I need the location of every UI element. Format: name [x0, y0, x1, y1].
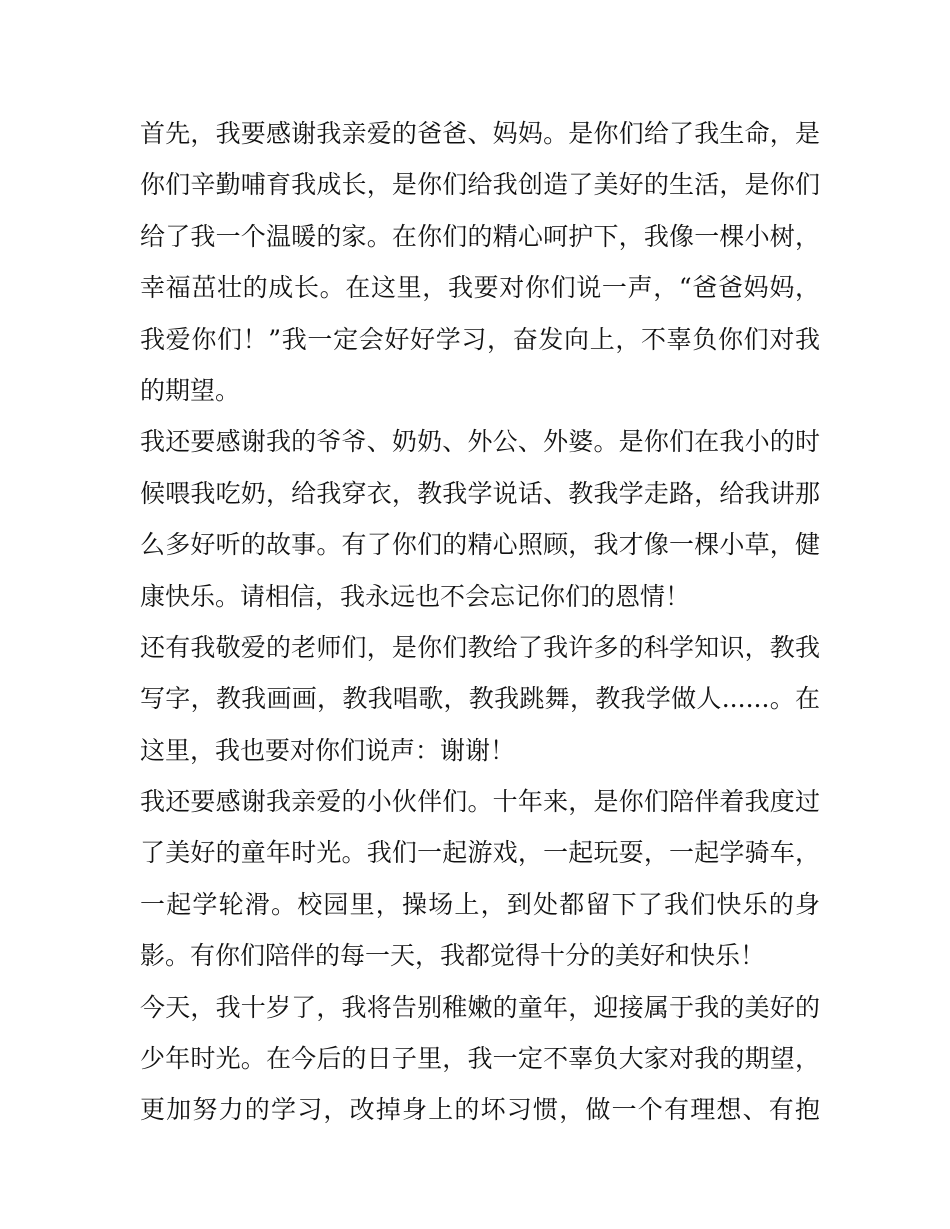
paragraph-1	[140, 108, 820, 416]
text-line: 影。有你们陪伴的每一天，我都觉得十分的美好和快乐！	[140, 941, 766, 971]
paragraph-5	[140, 982, 820, 1136]
text-line: 我还要感谢我的爷爷、奶奶、外公、外婆。是你们在我小的时	[140, 427, 820, 457]
paragraph-2	[140, 416, 820, 622]
text-line: 首先，我要感谢我亲爱的爸爸、妈妈。是你们给了我生命，是	[140, 119, 820, 148]
paragraph-3	[140, 622, 820, 776]
text-line: 我还要感谢我亲爱的小伙伴们。十年来，是你们陪伴着我度过	[140, 787, 820, 817]
text-line: 你们辛勤哺育我成长，是你们给我创造了美好的生活，是你们	[140, 170, 820, 200]
text-line: 了美好的童年时光。我们一起游戏，一起玩耍，一起学骑车，	[140, 838, 820, 868]
text-line: 么多好听的故事。有了你们的精心照顾，我才像一棵小草，健	[140, 530, 820, 560]
text-line: 幸福茁壮的成长。在这里，我要对你们说一声，“爸爸妈妈，	[140, 273, 820, 303]
text-line: 的期望。	[140, 375, 241, 405]
text-line: 少年时光。在今后的日子里，我一定不辜负大家对我的期望，	[140, 1044, 820, 1074]
text-line: 写字，教我画画，教我唱歌，教我跳舞，教我学做人......。在	[140, 684, 820, 714]
text-line: 康快乐。请相信，我永远也不会忘记你们的恩情！	[140, 581, 691, 611]
document-body	[140, 108, 820, 1136]
text-line: 一起学轮滑。校园里，操场上，到处都留下了我们快乐的身	[140, 889, 820, 919]
text-line: 这里，我也要对你们说声：谢谢！	[140, 735, 516, 765]
text-line: 更加努力的学习，改掉身上的坏习惯，做一个有理想、有抱	[140, 1095, 820, 1125]
text-line: 今天，我十岁了，我将告别稚嫩的童年，迎接属于我的美好的	[140, 992, 820, 1022]
paragraph-4	[140, 776, 820, 982]
text-line: 给了我一个温暖的家。在你们的精心呵护下，我像一棵小树，	[140, 221, 820, 251]
text-line: 还有我敬爱的老师们，是你们教给了我许多的科学知识，教我	[140, 632, 820, 662]
text-line: 候喂我吃奶，给我穿衣，教我学说话、教我学走路，给我讲那	[140, 478, 820, 508]
text-line: 我爱你们！”我一定会好好学习，奋发向上，不辜负你们对我	[140, 324, 820, 354]
